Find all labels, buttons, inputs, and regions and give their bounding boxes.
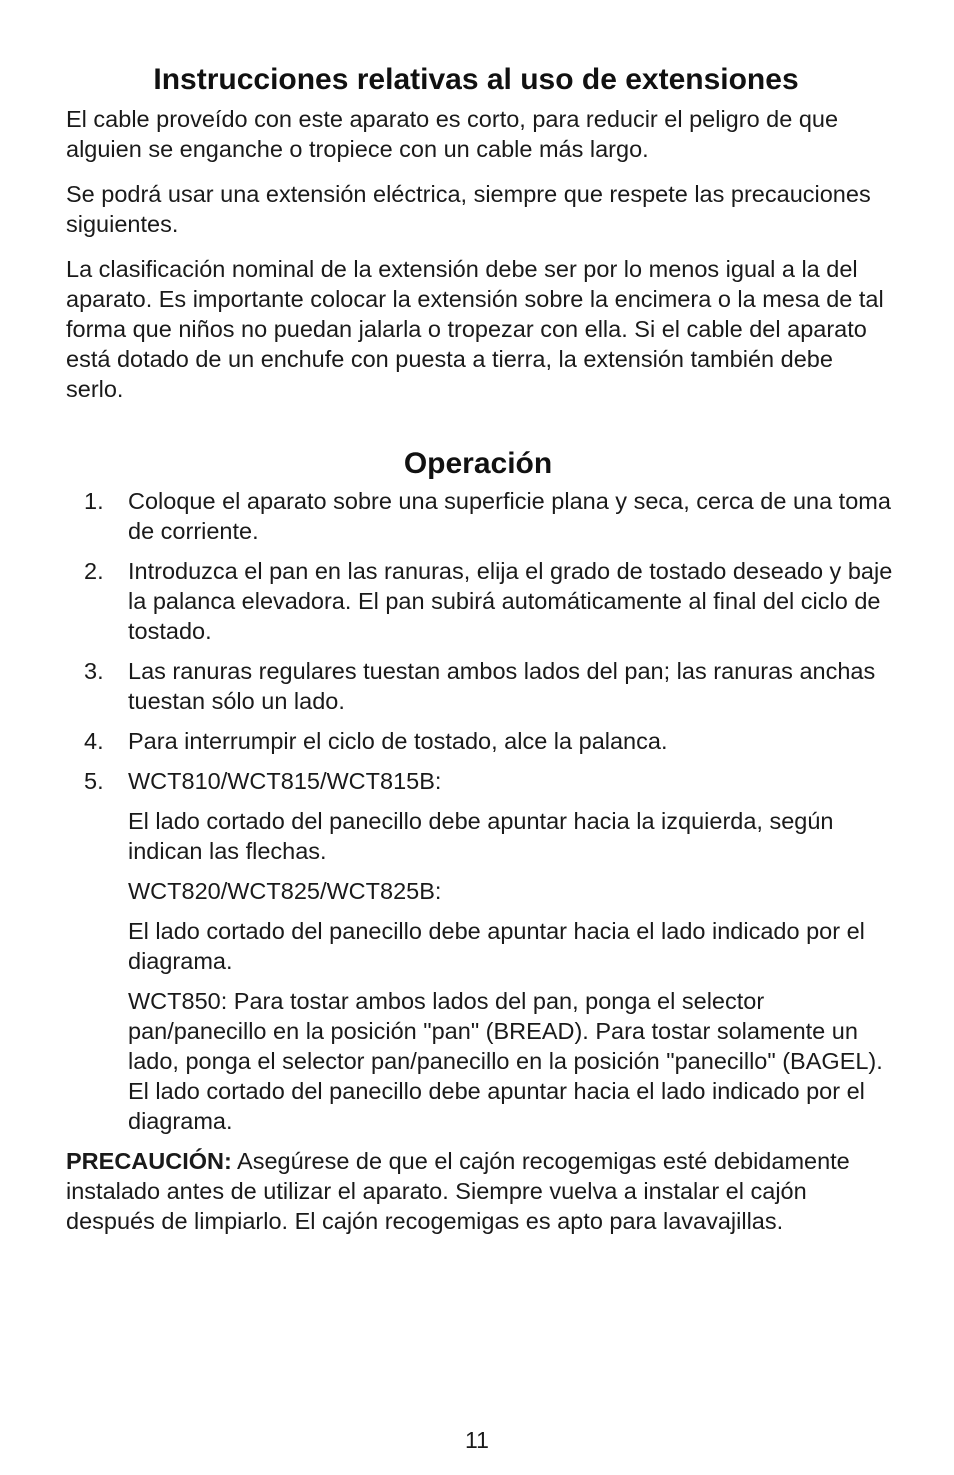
step-number: 3. [84, 658, 104, 684]
operation-heading: Operación [403, 447, 553, 480]
extension-cord-heading: Instrucciones relativas al uso de extensiones [153, 63, 799, 96]
paragraph-extension-allowed: Se podrá usar una extensión eléctrica, siempre que respete las precauciones siguientes. [66, 181, 871, 237]
step-text: Introduzca el pan en las ranuras, elija el grado de tostado deseado y baje la palanca elevadora. El pan subirá automáticamente al final del ciclo de tostado. [128, 558, 893, 644]
page-number: 11 [465, 1427, 489, 1453]
caution-paragraph [66, 1146, 896, 1236]
step-number: 4. [84, 728, 104, 754]
step-text: Las ranuras regulares tuestan ambos lados del pan; las ranuras anchas tuestan sólo un lado. [128, 658, 876, 714]
paragraph-extension-rating: La clasificación nominal de la extensión debe ser por lo menos igual a la del aparato. Es importante colocar la extensión sobre la encimera o la mesa de tal forma que niños no puedan jalarla o tropezar con ella. Si el cable del aparato está dotado de un enchufe con puesta a tierra, la extensión también debe serlo. [66, 256, 884, 402]
paragraph-short-cord: El cable proveído con este aparato es corto, para reducir el peligro de que alguien se enganche o tropiece con un cable más largo. [66, 106, 839, 162]
list-item [66, 726, 896, 756]
step-text: Coloque el aparato sobre una superficie plana y seca, cerca de una toma de corriente. [128, 488, 891, 544]
caution-label: PRECAUCIÓN: [66, 1148, 232, 1174]
operation-steps-list [66, 486, 896, 796]
step5-wct850-instructions: WCT850: Para tostar ambos lados del pan, ponga el selector pan/panecillo en la posición "pan" (BREAD). Para tostar solamente un lado, ponga el selector pan/panecillo en la posición "panecillo" (BAGEL). El lado cortado del panecillo debe apuntar hacia el lado indicado por el diagrama. [128, 988, 883, 1134]
step-number: 5. [84, 768, 104, 794]
step5-wct825-instructions: El lado cortado del panecillo debe apuntar hacia el lado indicado por el diagrama. [128, 918, 865, 974]
list-item [66, 556, 896, 646]
step5-wct825-models: WCT820/WCT825/WCT825B: [128, 878, 442, 904]
step-text: WCT810/WCT815/WCT815B: [128, 768, 442, 794]
document-page [66, 58, 896, 1236]
caution-text: Asegúrese de que el cajón recogemigas esté debidamente instalado antes de utilizar el aparato. Siempre vuelva a instalar el cajón después de limpiarlo. El cajón recogemigas es apto para lavavajillas. [66, 1148, 850, 1234]
list-item [66, 656, 896, 716]
step-number: 2. [84, 558, 104, 584]
step-number: 1. [84, 488, 104, 514]
list-item [66, 766, 896, 796]
step-text: Para interrumpir el ciclo de tostado, alce la palanca. [128, 728, 668, 754]
list-item [66, 486, 896, 546]
step5-wct815-instructions: El lado cortado del panecillo debe apuntar hacia la izquierda, según indican las flechas. [128, 808, 834, 864]
